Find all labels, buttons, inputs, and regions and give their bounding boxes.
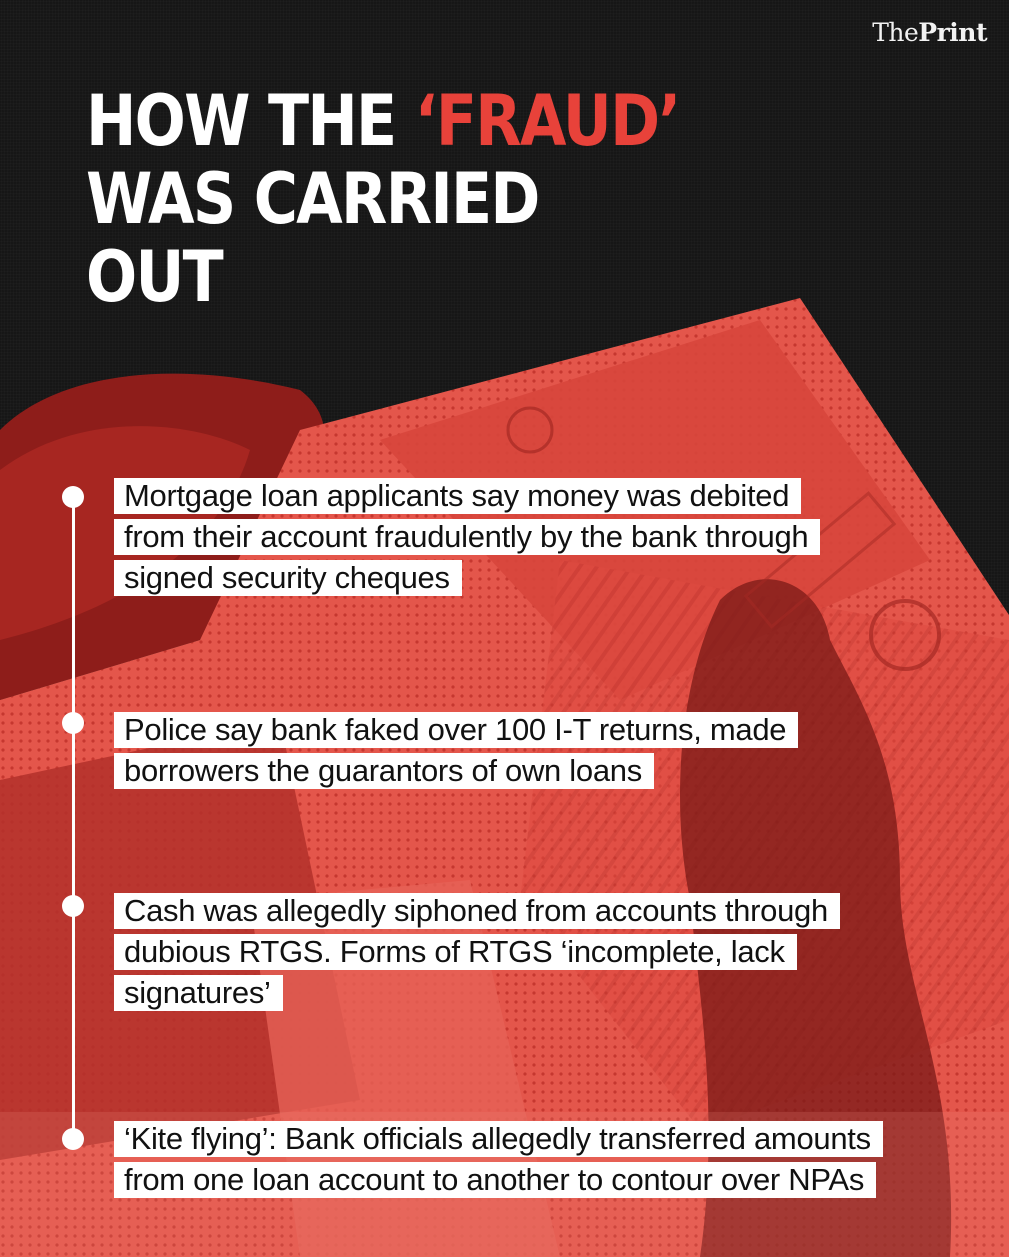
timeline-item-2-line: borrowers the guarantors of own loans xyxy=(114,753,654,789)
headline xyxy=(86,82,679,316)
timeline-dot xyxy=(62,1128,84,1150)
timeline-dot xyxy=(62,486,84,508)
timeline-item-1-line: from their account fraudulently by the bank through xyxy=(114,519,820,555)
timeline-item-4-line: from one loan account to another to contour over NPAs xyxy=(114,1162,876,1198)
logo-print: Print xyxy=(918,18,987,47)
headline-line2: WAS CARRIED xyxy=(86,158,539,240)
timeline-item-1-line: signed security cheques xyxy=(114,560,462,596)
timeline-dot xyxy=(62,895,84,917)
headline-line3: OUT xyxy=(86,236,222,318)
timeline-item-2-line: Police say bank faked over 100 I-T returns, made xyxy=(114,712,798,748)
timeline-line xyxy=(72,496,75,1141)
headline-highlight: ‘FRAUD’ xyxy=(414,80,680,162)
headline-part1: HOW THE xyxy=(86,80,415,162)
timeline-item-4 xyxy=(114,1121,883,1203)
timeline-item-1-line: Mortgage loan applicants say money was debited xyxy=(114,478,801,514)
timeline-item-1 xyxy=(114,478,820,601)
timeline-item-3-line: dubious RTGS. Forms of RTGS ‘incomplete, lack xyxy=(114,934,797,970)
timeline-item-2 xyxy=(114,712,798,794)
timeline-item-4-line: ‘Kite flying’: Bank officials allegedly transferred amounts xyxy=(114,1121,883,1157)
timeline-item-3 xyxy=(114,893,840,1016)
logo-the: The xyxy=(872,18,919,47)
theprint-logo xyxy=(872,18,987,47)
timeline-dot xyxy=(62,712,84,734)
timeline-item-3-line: signatures’ xyxy=(114,975,283,1011)
timeline-item-3-line: Cash was allegedly siphoned from accounts through xyxy=(114,893,840,929)
